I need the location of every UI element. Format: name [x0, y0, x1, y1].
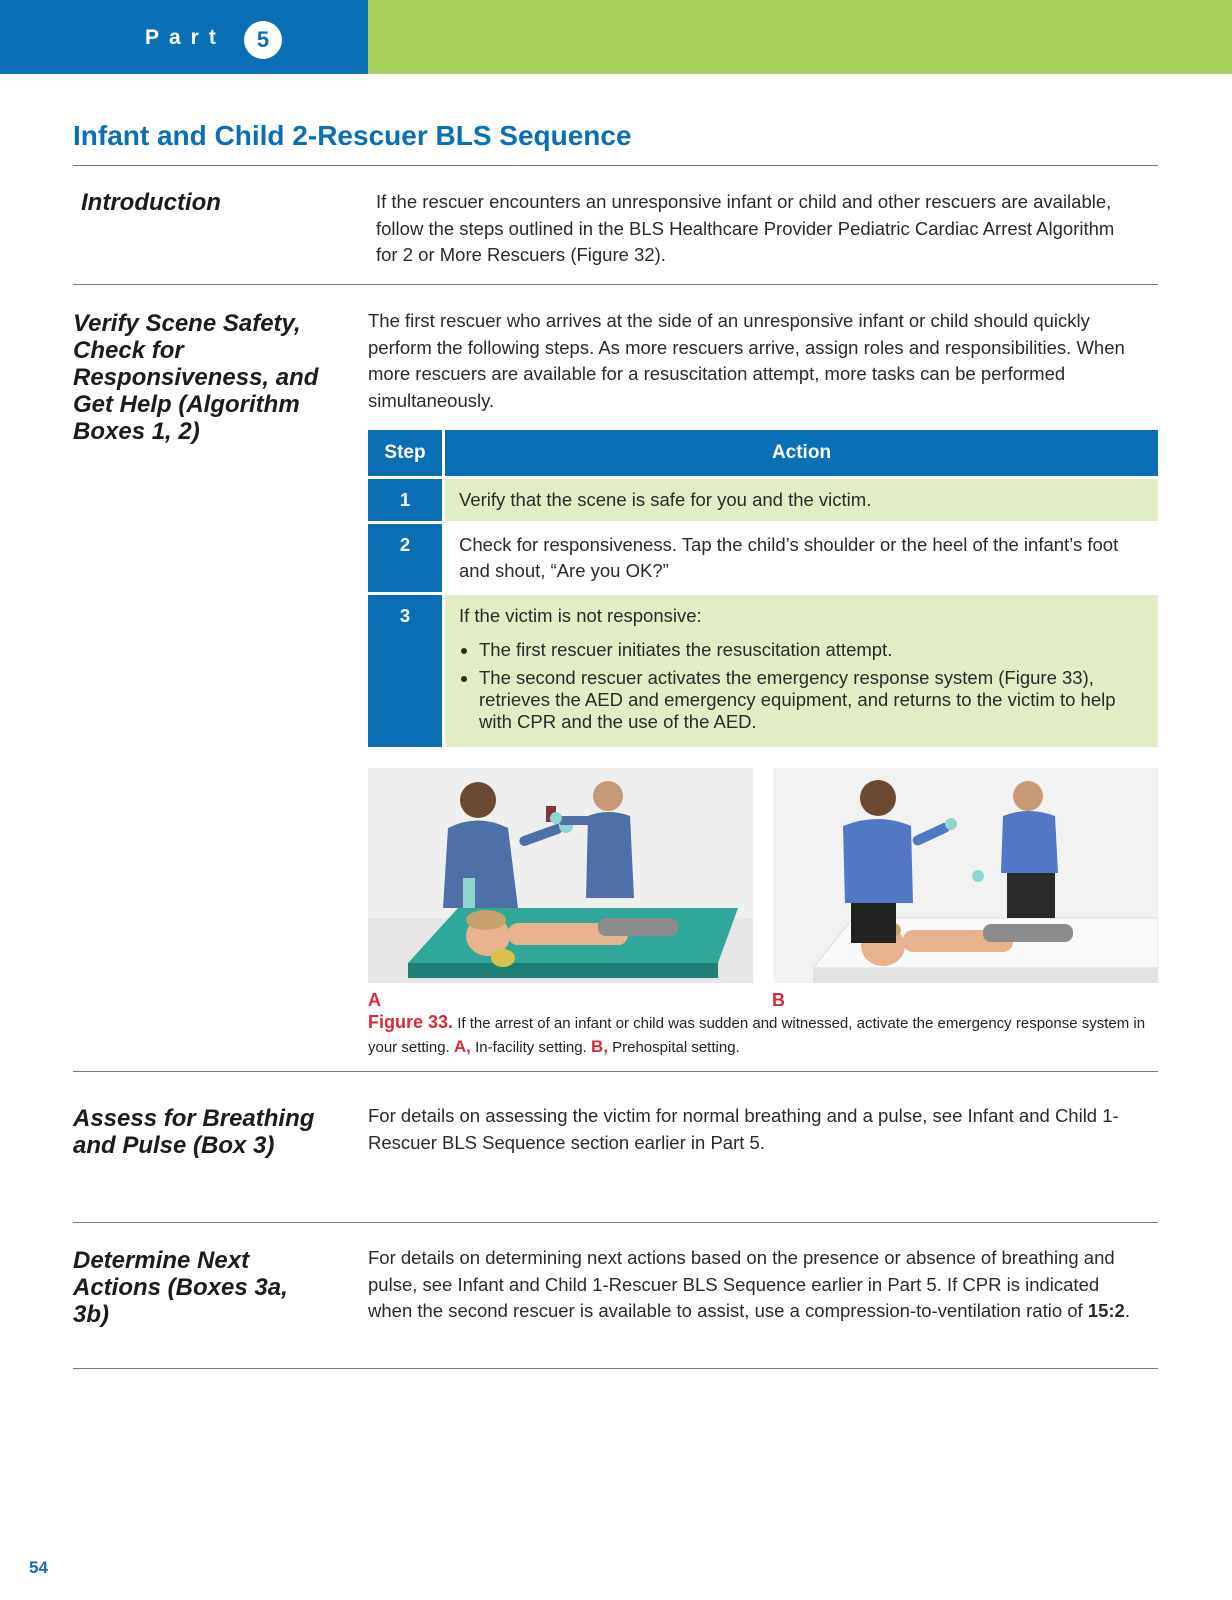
step-action: If the victim is not responsive:: [459, 605, 702, 626]
step-action-cell: [444, 594, 1159, 748]
steps-table: [368, 430, 1158, 747]
determine-text-end: .: [1124, 1300, 1130, 1321]
part-number-badge: 5: [244, 21, 282, 59]
figure-label: Figure 33.: [368, 1012, 454, 1032]
table-row: [368, 478, 1158, 523]
action-column-header: Action: [444, 430, 1159, 478]
determine-text-body: For details on determining next actions based on the presence or absence of breathing and pulse, see Infant and Child 1-Rescuer BLS Sequence earlier in Part 5. If CPR is indicated when the second rescuer is available to assist, use a compression-to-ventilation ratio of: [368, 1247, 1115, 1321]
ratio-value: 15:2: [1087, 1300, 1125, 1321]
figure-photo-b: [773, 768, 1158, 983]
page-title: Infant and Child 2-Rescuer BLS Sequence: [73, 120, 632, 151]
step-column-header: Step: [368, 430, 444, 478]
step-action: Verify that the scene is safe for you and the victim.: [444, 478, 1159, 523]
divider: [73, 284, 1158, 285]
figure-caption-a-label: A,: [453, 1037, 471, 1056]
step-bullet-list: [459, 639, 1144, 733]
step-number: 1: [368, 478, 444, 523]
prehospital-illustration: [773, 768, 1158, 983]
verify-text: The first rescuer who arrives at the side of an unresponsive infant or child should quickly perform the following steps. As more rescuers arrive, assign roles and responsibilities. When more rescuers are available for a resuscitation attempt, more tasks can be performed simultaneously.: [368, 310, 1125, 411]
step-number: 2: [368, 523, 444, 594]
verify-heading: Verify Scene Safety, Check for Responsiveness, and Get Help (Algorithm Boxes 1, 2): [73, 310, 319, 445]
table-row: [368, 594, 1158, 748]
in-facility-illustration: [368, 768, 753, 983]
divider: [73, 165, 1158, 166]
page-number: 54: [29, 1558, 48, 1577]
table-row: [368, 523, 1158, 594]
assess-text: For details on assessing the victim for normal breathing and a pulse, see Infant and Child 1-Rescuer BLS Sequence section earlier in Part 5.: [368, 1105, 1119, 1153]
part-label: Part: [145, 26, 226, 49]
divider: [73, 1071, 1158, 1072]
header-bar-green: [368, 0, 1232, 74]
figure-caption-text: If the arrest of an infant or child was sudden and witnessed, activate the emergency response system in your setting.: [368, 1015, 1146, 1056]
assess-heading: Assess for Breathing and Pulse (Box 3): [73, 1105, 315, 1159]
introduction-heading: Introduction: [81, 189, 221, 216]
step-action: Check for responsiveness. Tap the child’s shoulder or the heel of the infant’s foot and shout, “Are you OK?”: [444, 523, 1159, 594]
determine-text: [368, 1245, 1148, 1325]
figure-caption-b-text: Prehospital setting.: [612, 1039, 740, 1056]
figure-caption-a-text: In-facility setting.: [475, 1039, 587, 1056]
divider: [73, 1222, 1158, 1223]
step-number: 3: [368, 594, 444, 748]
divider: [73, 1368, 1158, 1369]
determine-heading: Determine Next Actions (Boxes 3a, 3b): [73, 1247, 288, 1328]
figure-letter-a: A: [368, 990, 381, 1010]
step-bullet: • The first rescuer initiates the resuscitation attempt.: [479, 639, 1144, 661]
step-bullet: • The second rescuer activates the emergency response system (Figure 33), retrieves the AED and emergency equipment, and returns to the victim to help with CPR and the use of the AED.: [479, 667, 1144, 733]
figure-photo-a: [368, 768, 753, 983]
figure-caption-b-label: B,: [590, 1037, 608, 1056]
figure-letter-b: B: [772, 990, 785, 1010]
figure-caption: [368, 1011, 1158, 1059]
introduction-text: If the rescuer encounters an unresponsive infant or child and other rescuers are available, follow the steps outlined in the BLS Healthcare Provider Pediatric Cardiac Arrest Algorithm for 2 or More Rescuers (Figure 32).: [376, 191, 1115, 265]
